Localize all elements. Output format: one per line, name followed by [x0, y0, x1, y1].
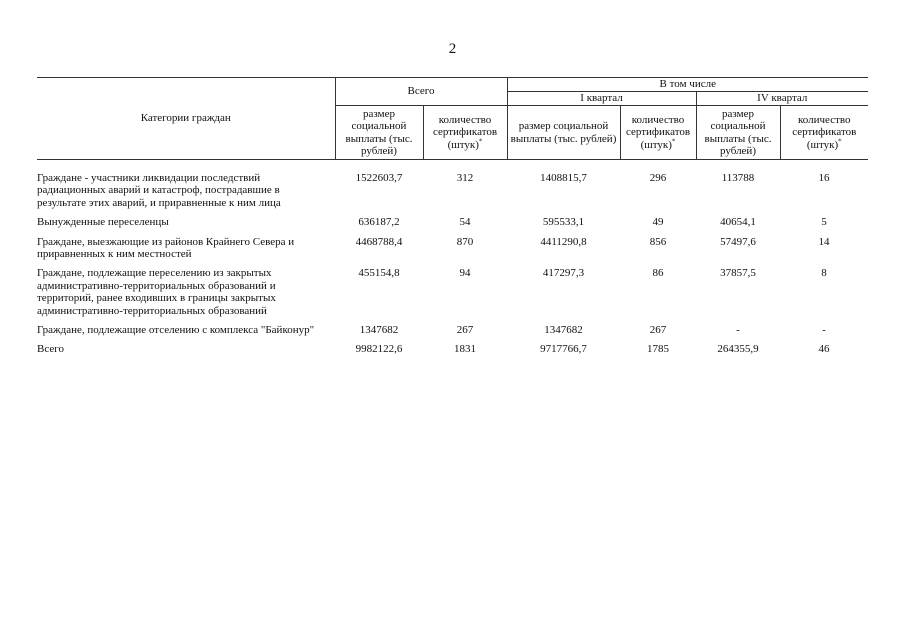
row-q4-count: -: [822, 324, 826, 337]
table-row: [37, 216, 868, 235]
row-q4-count: 14: [818, 235, 830, 248]
row-q1-count: 1785: [647, 343, 670, 356]
header-q1: I квартал: [507, 92, 696, 106]
header-q4-count-label: количество сертификатов: [792, 113, 857, 139]
table-row-total: [37, 343, 868, 362]
footnote-mark: *: [478, 137, 483, 146]
footnote-mark: *: [838, 137, 842, 146]
header-q4-amount: размер социальной выплаты (тыс. рублей): [696, 106, 780, 160]
header-q1-count-label: количество сертификатов: [625, 113, 691, 139]
row-q1-amount: 1408815,7: [540, 172, 587, 184]
header-q1-amount: размер социальной выплаты (тыс. рублей): [507, 106, 620, 160]
row-q4-amount: 37857,5: [720, 267, 756, 280]
row-total-amount: 455154,8: [358, 267, 400, 280]
row-q4-count: 5: [821, 216, 827, 229]
table-row: [37, 172, 868, 216]
certificates-table: [37, 77, 868, 363]
row-category: Всего: [37, 343, 64, 356]
row-q1-count: 296: [649, 172, 667, 184]
row-total-amount: 1347682: [359, 324, 399, 337]
header-q4: IV квартал: [696, 92, 868, 106]
row-category: Граждане, подлежащие отселению с комплекса "Байконур": [37, 324, 315, 337]
row-q4-amount: -: [736, 324, 740, 337]
table-row: [37, 236, 868, 268]
row-q1-amount: 1347682: [544, 324, 583, 337]
row-total-amount: 4468788,4: [355, 235, 403, 248]
row-total-count: 94: [459, 267, 471, 280]
header-total-count-label: количество сертификатов: [432, 113, 498, 139]
header-category: Категории граждан: [37, 78, 335, 160]
row-q1-amount: 417297,3: [542, 267, 585, 280]
row-q1-amount: 9717766,7: [540, 343, 587, 356]
row-q4-count: 46: [818, 343, 830, 356]
header-q1-count: [620, 106, 696, 160]
header-q1-count-unit: (штук): [640, 138, 672, 151]
row-q4-amount: 40654,1: [720, 216, 756, 229]
row-total-count: 267: [456, 324, 474, 337]
row-q1-count: 267: [649, 324, 667, 337]
row-total-amount: 1522603,7: [355, 172, 403, 184]
row-q1-amount: 595533,1: [542, 216, 585, 229]
row-category: Граждане - участники ликвидации последствий радиационных аварий и катастроф, пострадавшие в результате этих аварий, и приравненные к ним лица: [37, 172, 281, 209]
footnote-mark: *: [671, 137, 676, 146]
row-total-amount: 636187,2: [358, 216, 400, 229]
row-category: Вынужденные переселенцы: [37, 216, 169, 229]
header-q4-count-unit: (штук): [806, 138, 839, 151]
page-number: 2: [448, 41, 457, 57]
row-total-count: 1831: [454, 343, 476, 356]
header-including: В том числе: [507, 78, 868, 92]
row-total-count: 54: [459, 216, 471, 229]
row-q1-count: 86: [652, 267, 664, 280]
table-row: [37, 267, 868, 324]
row-total-amount: 9982122,6: [355, 343, 403, 356]
row-q4-amount: 57497,6: [720, 235, 756, 248]
row-category: Граждане, выезжающие из районов Крайнего Севера и приравненных к ним местностей: [37, 235, 295, 261]
row-q1-amount: 4411290,8: [540, 235, 587, 248]
row-category: Граждане, подлежащие переселению из закрытых административно-территориальных образований и территорий, ранее входивших в границы закрытых административно-территориальных образований: [37, 267, 276, 317]
row-q1-count: 856: [649, 235, 667, 248]
row-q4-amount: 264355,9: [717, 343, 759, 356]
header-total-amount: размер социальной выплаты (тыс. рублей): [335, 106, 423, 160]
row-q4-count: 16: [818, 172, 830, 184]
row-total-count: 312: [456, 172, 474, 184]
header-total-count: [423, 106, 507, 160]
table-spacer: [37, 160, 868, 173]
table-row: [37, 324, 868, 343]
row-q1-count: 49: [652, 216, 664, 229]
header-total-count-unit: (штук): [447, 138, 479, 151]
header-q4-count: [780, 106, 868, 160]
row-total-count: 870: [456, 235, 474, 248]
row-q4-count: 8: [821, 267, 827, 280]
row-q4-amount: 113788: [721, 172, 755, 184]
header-total: Всего: [335, 78, 507, 106]
